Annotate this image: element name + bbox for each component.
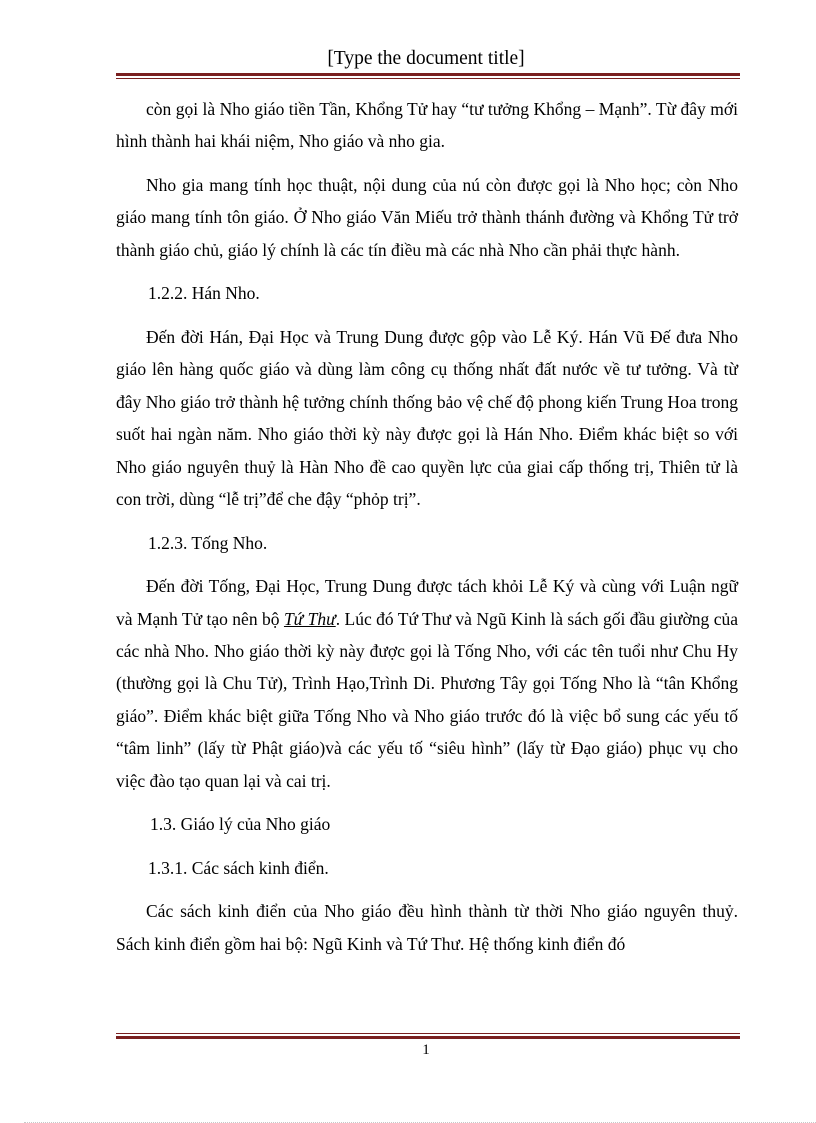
footer-rule-thin bbox=[116, 1033, 740, 1034]
header-rule-thick bbox=[116, 73, 740, 76]
document-body bbox=[116, 93, 738, 960]
header-rule-thin bbox=[116, 78, 740, 79]
section-heading-sach-kinh-dien: 1.3.1. Các sách kinh điển. bbox=[148, 857, 329, 878]
document-title: [Type the document title] bbox=[327, 48, 525, 69]
section-heading-han-nho: 1.2.2. Hán Nho. bbox=[148, 283, 260, 304]
tu-thu-link[interactable]: Tứ Thư bbox=[283, 608, 336, 629]
paragraph-nho-gia: Nho gia mang tính học thuật, nội dung của nú còn được gọi là Nho học; còn Nho giáo mang tính tôn giáo. Ở Nho giáo Văn Miếu trở thành thánh đường và Khổng Tử trở thành giáo chủ, giáo lý chính là các tín điều mà các nhà Nho cần phải thực hành. bbox=[116, 175, 738, 260]
footer-rule-thick bbox=[116, 1036, 740, 1039]
section-heading-tong-nho: 1.2.3. Tống Nho. bbox=[148, 532, 268, 553]
page-number: 1 bbox=[422, 1042, 430, 1058]
paragraph-han-nho: Đến đời Hán, Đại Học và Trung Dung được gộp vào Lễ Ký. Hán Vũ Đế đưa Nho giáo lên hàng quốc giáo và dùng làm công cụ thống nhất đất nước về tư tưởng. Và từ đây Nho giáo trở thành hệ tưởng chính thống bảo vệ chế độ phong kiến Trung Hoa trong suốt hai ngàn năm. Nho giáo thời kỳ này được gọi là Hán Nho. Điểm khác biệt so với Nho giáo nguyên thuỷ là Hàn Nho đề cao quyền lực của giai cấp thống trị, Thiên tử là con trời, dùng “lễ trị”để che đậy “phỏp trị”. bbox=[116, 327, 738, 510]
paragraph-tong-nho-part-1: Đến đời Tống, Đại Học, Trung Dung được tách khỏi Lễ Ký và cùng với Luận ngữ và Mạnh Tử tạo nên bộ bbox=[116, 576, 738, 629]
paragraph-tong-nho-part-2: . Lúc đó Tứ Thư và Ngũ Kinh là sách gối đầu giường của các nhà Nho. Nho giáo thời kỳ này được gọi là Tống Nho, với các tên tuổi như Chu Hy (thường gọi là Chu Tử), Trình Hạo,Trình Di. Phương Tây gọi Tống Nho là “tân Khổng giáo”. Điểm khác biệt giữa Tống Nho và Nho giáo trước đó là việc bổ sung các yếu tố “tâm linh” (lấy từ Phật giáo)và các yếu tố “siêu hình” (lấy từ Đạo giáo) phục vụ cho việc đào tạo quan lại và cai trị. bbox=[116, 608, 739, 791]
section-heading-giao-ly: 1.3. Giáo lý của Nho giáo bbox=[150, 814, 331, 835]
paragraph-intro: còn gọi là Nho giáo tiền Tần, Khổng Tử hay “tư tưởng Khổng – Mạnh”. Từ đây mới hình thành hai khái niệm, Nho giáo và nho gia. bbox=[116, 99, 738, 152]
paragraph-sach-kinh-dien: Các sách kinh điển của Nho giáo đều hình thành từ thời Nho giáo nguyên thuỷ. Sách kinh điển gồm hai bộ: Ngũ Kinh và Tứ Thư. Hệ thống kinh điển đó bbox=[116, 901, 738, 954]
paragraph-tong-nho bbox=[116, 570, 738, 797]
